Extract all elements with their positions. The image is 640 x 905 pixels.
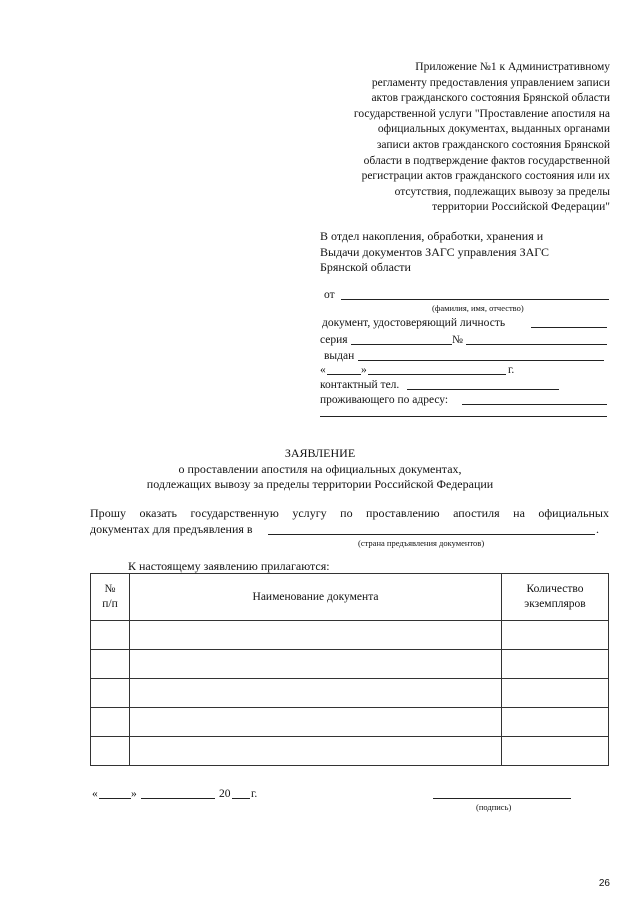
issue-date-open: « — [320, 364, 326, 376]
issue-month-year-input-line[interactable] — [368, 374, 506, 375]
footer-year-input-line[interactable] — [232, 798, 250, 799]
documents-table — [90, 573, 609, 766]
footer-date-open: « — [92, 788, 98, 800]
request-end: . — [596, 522, 599, 536]
attached-label: К настоящему заявлению прилагаются: — [128, 559, 330, 573]
row-count-cell[interactable] — [502, 650, 609, 679]
row-count-cell[interactable] — [502, 708, 609, 737]
table-row — [91, 708, 609, 737]
appendix-line: территории Российской Федерации" — [432, 201, 610, 214]
address-input-line-2[interactable] — [320, 416, 607, 417]
col-name-header: Наименование документа — [130, 574, 502, 621]
name-input-line[interactable] — [341, 299, 609, 300]
issue-date-close: » — [361, 364, 367, 376]
series-input-line[interactable] — [351, 344, 452, 345]
id-document-input-line[interactable] — [531, 327, 607, 328]
country-input-line[interactable] — [268, 534, 595, 535]
address-label: проживающего по адресу: — [320, 394, 449, 406]
row-number-cell[interactable] — [91, 621, 130, 650]
row-number-cell[interactable] — [91, 737, 130, 766]
address-input-line-1[interactable] — [462, 404, 607, 405]
signature-input-line[interactable] — [433, 798, 571, 799]
row-number-cell[interactable] — [91, 708, 130, 737]
from-label: от — [324, 289, 335, 301]
appendix-line: актов гражданского состояния Брянской области — [371, 92, 610, 105]
appendix-line: государственной услуги "Проставление апостиля на — [353, 107, 610, 120]
row-count-cell[interactable] — [502, 737, 609, 766]
row-number-cell[interactable] — [91, 679, 130, 708]
row-count-cell[interactable] — [502, 621, 609, 650]
row-name-cell[interactable] — [130, 737, 502, 766]
row-name-cell[interactable] — [130, 621, 502, 650]
col-count-header: Количество экземпляров — [502, 574, 609, 621]
row-name-cell[interactable] — [130, 708, 502, 737]
phone-input-line[interactable] — [407, 389, 559, 390]
appendix-line: области в подтверждение фактов государственной — [363, 154, 610, 167]
name-caption: (фамилия, имя, отчество) — [432, 303, 524, 313]
row-number-cell[interactable] — [91, 650, 130, 679]
statement-subtitle-2: подлежащих вывозу за пределы территории Российской Федерации — [146, 477, 494, 491]
appendix-line: регламенту предоставления управлением записи — [371, 76, 610, 89]
issued-label: выдан — [324, 350, 355, 362]
appendix-line: записи актов гражданского состояния Брянской — [376, 138, 610, 151]
signature-caption: (подпись) — [476, 802, 512, 812]
phone-label: контактный тел. — [320, 379, 400, 391]
footer-year-suffix: г. — [251, 788, 258, 800]
addressee-line: Выдачи документов ЗАГС управления ЗАГС — [320, 244, 550, 259]
statement-title: ЗАЯВЛЕНИЕ — [284, 446, 356, 460]
footer-day-input-line[interactable] — [99, 798, 131, 799]
row-name-cell[interactable] — [130, 679, 502, 708]
addressee-block — [320, 229, 549, 276]
appendix-note — [300, 60, 610, 216]
id-document-label: документ, удостоверяющий личность — [322, 317, 506, 329]
country-caption: (страна предъявления документов) — [358, 538, 485, 548]
request-line-1: Прошу оказать государственную услугу по проставлению апостиля на официальных — [90, 506, 609, 520]
footer-month-input-line[interactable] — [141, 798, 215, 799]
series-label: серия — [320, 334, 348, 346]
table-row — [91, 679, 609, 708]
footer-date-close: » — [131, 788, 137, 800]
row-count-cell[interactable] — [502, 679, 609, 708]
statement-subtitle-1: о проставлении апостиля на официальных документах, — [178, 462, 462, 476]
table-row — [91, 737, 609, 766]
table-header-row — [91, 574, 609, 621]
row-name-cell[interactable] — [130, 650, 502, 679]
table-row — [91, 621, 609, 650]
issued-input-line[interactable] — [358, 360, 604, 361]
number-input-line[interactable] — [466, 344, 607, 345]
table-row — [91, 650, 609, 679]
number-label: № — [452, 334, 463, 346]
appendix-line: отсутствия, подлежащих вывозу за пределы — [394, 185, 610, 198]
appendix-line: официальных документах, выданных органами — [377, 123, 610, 136]
addressee-line: В отдел накопления, обработки, хранения и — [320, 229, 544, 243]
issue-year-suffix: г. — [508, 364, 515, 376]
addressee-line: Брянской области — [320, 260, 411, 274]
appendix-line: регистрации актов гражданского состояния или их — [361, 170, 610, 183]
page-number: 26 — [598, 878, 610, 889]
appendix-line: Приложение №1 к Административному — [415, 61, 610, 73]
col-number-header: № п/п — [91, 574, 130, 621]
request-line-2: документах для предъявления в — [90, 522, 253, 536]
issue-day-input-line[interactable] — [327, 374, 361, 375]
footer-year-prefix: 20 — [219, 788, 231, 800]
